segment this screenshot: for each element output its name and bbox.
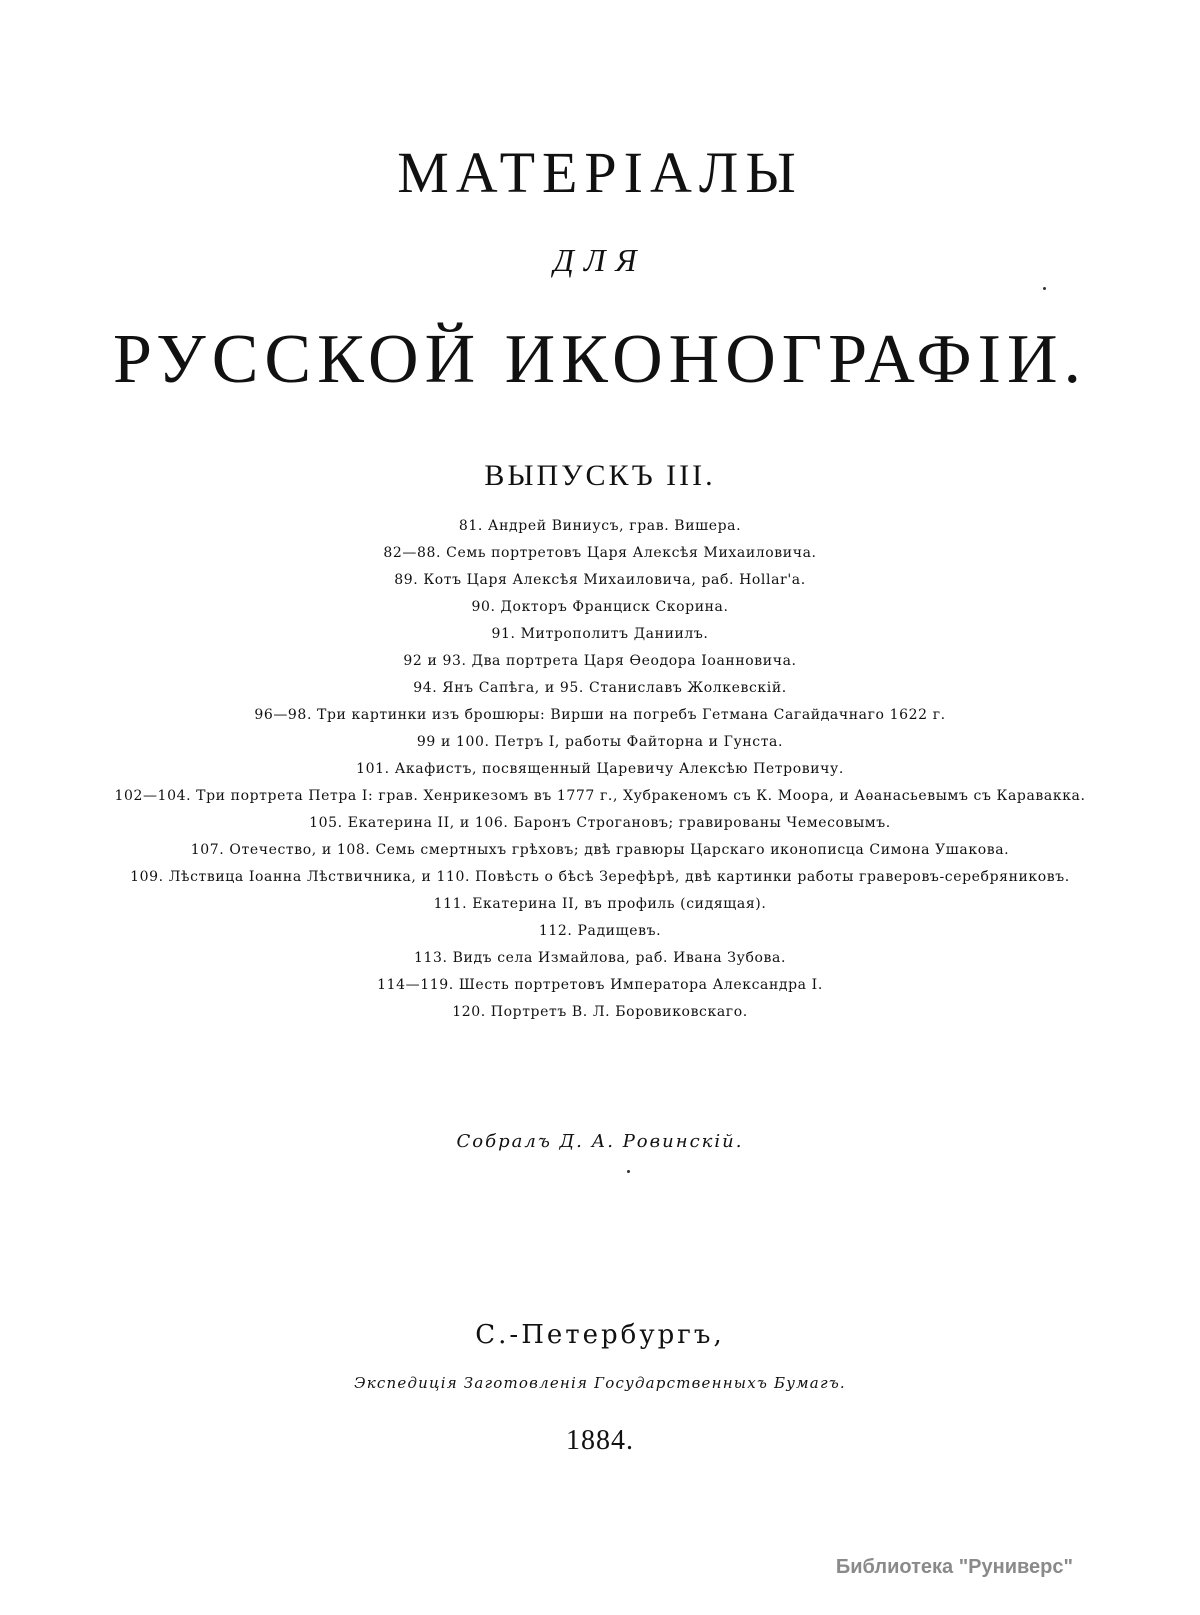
contents-item: 112. Радищевъ. [538,923,662,939]
contents-item: 114—119. Шесть портретовъ Императора Александра I. [377,977,823,993]
contents-item: 81. Андрей Виниусъ, грав. Вишера. [458,518,742,534]
contents-item: 99 и 100. Петръ I, работы Файторна и Гунста. [416,734,784,750]
contents-item: 102—104. Три портрета Петра I: грав. Хенрикезомъ въ 1777 г., Хубракеномъ съ К. Моора, и Аѳанасьевымъ съ Караваккa. [114,788,1086,804]
contents-item: 82—88. Семь портретовъ Царя Алексѣя Михаиловича. [383,545,817,561]
contents-item: 96—98. Три картинки изъ брошюры: Вирши на погребъ Гетмана Сагайдачнаго 1622 г. [254,707,946,723]
contents-item: 92 и 93. Два портрета Царя Ѳеодора Іоанновича. [403,653,797,669]
compiler-credit: Собралъ Д. А. Ровинскій. [456,1131,744,1152]
print-speck [627,1170,630,1173]
contents-item: 113. Видъ села Измайлова, раб. Ивана Зубова. [414,950,786,966]
contents-item: 91. Митрополитъ Даниилъ. [491,626,709,642]
contents-item: 101. Акафистъ, посвященный Царевичу Алексѣю Петровичу. [356,761,844,777]
issue-number: ВЫПУСКЪ III. [484,459,716,492]
contents-item: 109. Лѣствица Іоанна Лѣствичника, и 110. Повѣсть о бѣсѣ Зерефѣрѣ, двѣ картинки работы граверовъ-серебряниковъ. [130,869,1070,885]
library-watermark: Библиотека "Руниверс" [835,1556,1073,1578]
title-main: МАТЕРІАЛЫ [397,140,803,205]
contents-item: 90. Докторъ Франциск Скорина. [471,599,729,615]
contents-item: 94. Янъ Сапѣга, и 95. Станиславъ Жолкевскій. [413,680,787,696]
contents-item: 107. Отечество, и 108. Семь смертныхъ грѣховъ; двѣ гравюры Царскаго иконописца Симона Ушакова. [190,842,1010,858]
imprint-city: С.-Петербургъ, [475,1320,725,1350]
contents-list [0,513,1200,1026]
title-subject: РУССКОЙ ИКОНОГРАФІИ. [112,321,1088,398]
contents-item: 111. Екатерина II, въ профиль (сидящая). [433,896,767,912]
contents-item: 120. Портретъ В. Л. Боровиковскаго. [452,1004,748,1020]
imprint-publisher: Экспедиція Заготовленія Государственныхъ Бумагъ. [354,1374,846,1392]
print-speck [1043,287,1046,290]
title-for: ДЛЯ [553,242,647,278]
imprint-year: 1884. [566,1425,634,1456]
contents-item: 89. Котъ Царя Алексѣя Михаиловича, раб. Hollar'а. [394,572,806,588]
contents-item: 105. Екатерина II, и 106. Баронъ Строгановъ; гравированы Чемесовымъ. [309,815,891,831]
